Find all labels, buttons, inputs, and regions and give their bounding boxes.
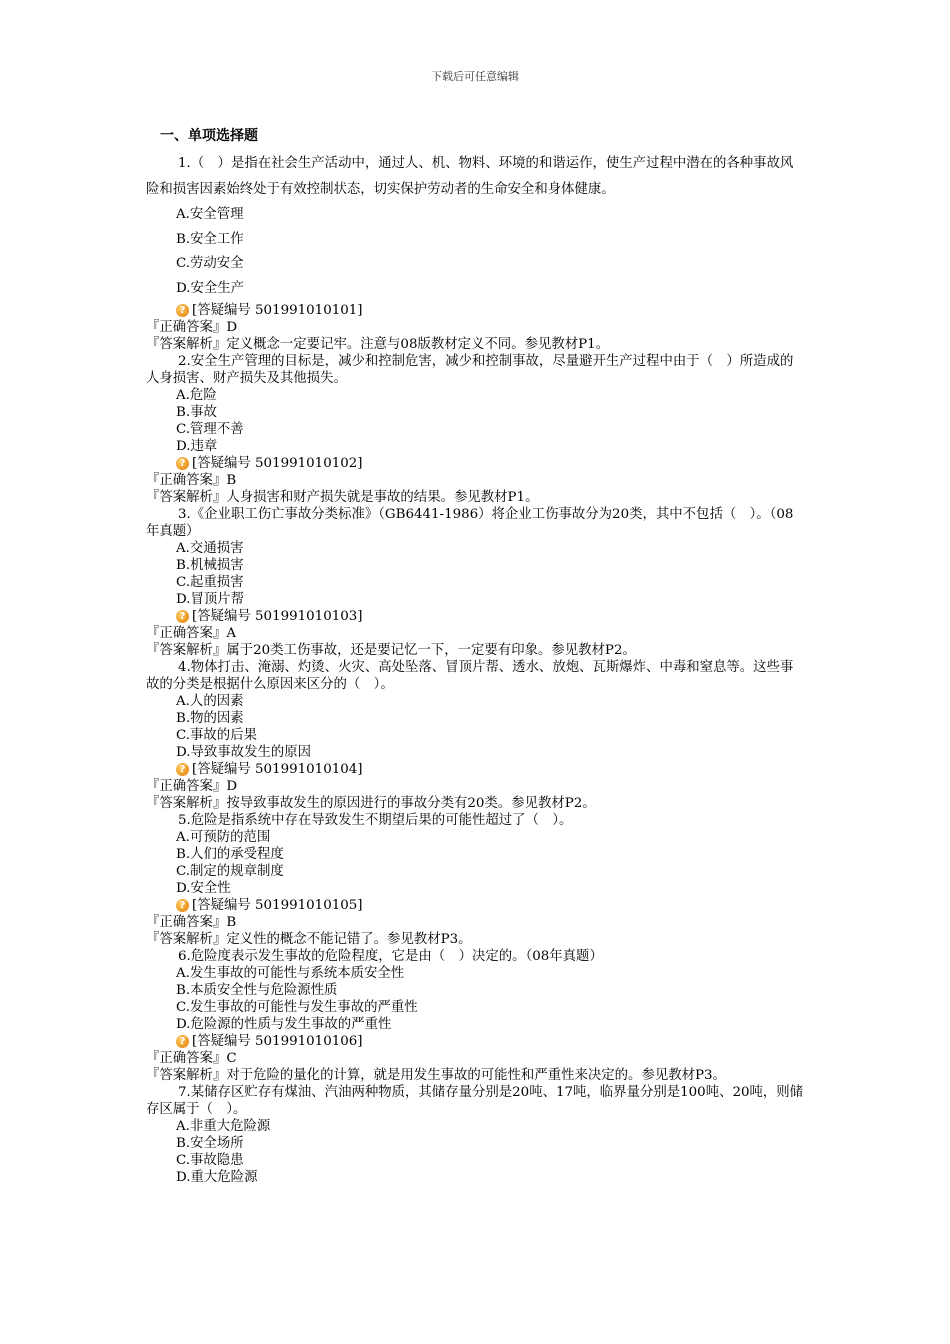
option-b: B.机械损害 xyxy=(176,558,244,573)
option-c: C.劳动安全 xyxy=(176,256,244,271)
answer-analysis xyxy=(146,642,806,659)
page-header: 下载后可任意编辑 xyxy=(431,70,519,83)
option-c: C.发生事故的可能性与发生事故的严重性 xyxy=(176,1000,418,1015)
analysis-label: 『答案解析』 xyxy=(146,643,227,658)
correct-answer xyxy=(146,1050,806,1067)
option-d: D.导致事故发生的原因 xyxy=(176,745,312,760)
question-mark-icon: ? xyxy=(176,763,189,776)
analysis-text: 对于危险的量化的计算，就是用发生事故的可能性和严重性来决定的。参见教材P3。 xyxy=(226,1068,726,1083)
analysis-text: 定义概念一定要记牢。注意与08版教材定义不同。参见教材P1。 xyxy=(226,337,610,352)
correct-answer xyxy=(146,319,806,336)
question-stem: 7.某储存区贮存有煤油、汽油两种物质，其储存量分别是20吨、17吨，临界量分别是100吨、20吨，则储存区属于（ ）。 xyxy=(146,1085,804,1117)
answer-analysis xyxy=(146,1067,806,1084)
answer-value: B xyxy=(226,473,237,488)
answer-value: A xyxy=(226,626,237,641)
question-7 xyxy=(146,1084,806,1186)
analysis-text: 定义性的概念不能记错了。参见教材P3。 xyxy=(226,932,472,947)
answer-label: 『正确答案』 xyxy=(146,473,227,488)
correct-answer xyxy=(146,778,806,795)
question-2 xyxy=(146,353,806,506)
option-d: D.安全性 xyxy=(176,881,231,896)
question-mark-icon: ? xyxy=(176,1035,189,1048)
content xyxy=(146,125,806,1186)
option-b: B.物的因素 xyxy=(176,711,244,726)
qa-link[interactable] xyxy=(176,761,806,778)
question-6 xyxy=(146,948,806,1084)
option-a: A.交通损害 xyxy=(176,541,244,556)
option-a: A.非重大危险源 xyxy=(176,1119,271,1134)
qa-id: [答疑编号 501991010103] xyxy=(192,609,363,624)
correct-answer xyxy=(146,914,806,931)
qa-id: [答疑编号 501991010102] xyxy=(192,456,363,471)
qa-link[interactable] xyxy=(176,455,806,472)
section-title: 一、单项选择题 xyxy=(160,128,258,144)
option-b: B.本质安全性与危险源性质 xyxy=(176,983,338,998)
analysis-text: 属于20类工伤事故，还是要记忆一下，一定要有印象。参见教材P2。 xyxy=(226,643,636,658)
question-stem: 2.安全生产管理的目标是，减少和控制危害，减少和控制事故，尽量避开生产过程中由于（ ）所造成的人身损害、财产损失及其他损失。 xyxy=(146,354,794,386)
analysis-label: 『答案解析』 xyxy=(146,932,227,947)
analysis-label: 『答案解析』 xyxy=(146,490,227,505)
question-stem: 5.危险是指系统中存在导致发生不期望后果的可能性超过了（ ）。 xyxy=(178,813,573,828)
option-d: D.危险源的性质与发生事故的严重性 xyxy=(176,1017,392,1032)
answer-analysis xyxy=(146,931,806,948)
qa-id: [答疑编号 501991010105] xyxy=(192,898,363,913)
question-stem: 4.物体打击、淹溺、灼烫、火灾、高处坠落、冒顶片帮、透水、放炮、瓦斯爆炸、中毒和窒息等。这些事故的分类是根据什么原因来区分的（ ）。 xyxy=(146,660,794,692)
option-c: C.制定的规章制度 xyxy=(176,864,284,879)
answer-label: 『正确答案』 xyxy=(146,1051,227,1066)
option-b: B.事故 xyxy=(176,405,217,420)
option-d: D.冒顶片帮 xyxy=(176,592,245,607)
option-b: B.安全场所 xyxy=(176,1136,244,1151)
correct-answer xyxy=(146,472,806,489)
question-stem: 6.危险度表示发生事故的危险程度，它是由（ ）决定的。（08年真题） xyxy=(178,949,603,964)
question-stem: 3.《企业职工伤亡事故分类标准》（GB6441-1986）将企业工伤事故分为20类，其中不包括（ ）。（08年真题） xyxy=(146,507,794,539)
option-d: D.重大危险源 xyxy=(176,1170,258,1185)
question-mark-icon: ? xyxy=(176,457,189,470)
option-c: C.事故的后果 xyxy=(176,728,257,743)
qa-id: [答疑编号 501991010104] xyxy=(192,762,363,777)
qa-link[interactable] xyxy=(176,608,806,625)
qa-link[interactable] xyxy=(176,302,806,319)
qa-id: [答疑编号 501991010106] xyxy=(192,1034,363,1049)
answer-label: 『正确答案』 xyxy=(146,320,227,335)
question-3 xyxy=(146,506,806,659)
question-1 xyxy=(146,151,806,353)
option-d: D.违章 xyxy=(176,439,218,454)
analysis-label: 『答案解析』 xyxy=(146,796,227,811)
answer-analysis xyxy=(146,336,806,353)
qa-link[interactable] xyxy=(176,1033,806,1050)
option-d: D.安全生产 xyxy=(176,280,245,296)
option-c: C.事故隐患 xyxy=(176,1153,244,1168)
question-mark-icon: ? xyxy=(176,304,189,317)
question-stem: 1.（ ）是指在社会生产活动中，通过人、机、物料、环境的和谐运作，使生产过程中潜在的各种事故风险和损害因素始终处于有效控制状态，切实保护劳动者的生命安全和身体健康。 xyxy=(146,156,794,197)
option-b: B.安全工作 xyxy=(176,231,244,247)
option-a: A.安全管理 xyxy=(176,207,244,222)
analysis-text: 按导致事故发生的原因进行的事故分类有20类。参见教材P2。 xyxy=(226,796,596,811)
option-a: A.发生事故的可能性与系统本质安全性 xyxy=(176,966,405,981)
answer-analysis xyxy=(146,795,806,812)
answer-analysis xyxy=(146,489,806,506)
question-mark-icon: ? xyxy=(176,610,189,623)
question-5 xyxy=(146,812,806,948)
option-c: C.管理不善 xyxy=(176,422,244,437)
correct-answer xyxy=(146,625,806,642)
analysis-label: 『答案解析』 xyxy=(146,1068,227,1083)
question-mark-icon: ? xyxy=(176,899,189,912)
analysis-text: 人身损害和财产损失就是事故的结果。参见教材P1。 xyxy=(226,490,539,505)
question-4 xyxy=(146,659,806,812)
option-a: A.人的因素 xyxy=(176,694,244,709)
option-a: A.危险 xyxy=(176,388,217,403)
option-b: B.人们的承受程度 xyxy=(176,847,284,862)
qa-id: [答疑编号 501991010101] xyxy=(192,303,363,318)
option-a: A.可预防的范围 xyxy=(176,830,271,845)
analysis-label: 『答案解析』 xyxy=(146,337,227,352)
answer-value: D xyxy=(226,320,238,335)
answer-value: D xyxy=(226,779,238,794)
answer-label: 『正确答案』 xyxy=(146,779,227,794)
answer-value: C xyxy=(226,1051,237,1066)
answer-label: 『正确答案』 xyxy=(146,626,227,641)
answer-label: 『正确答案』 xyxy=(146,915,227,930)
qa-link[interactable] xyxy=(176,897,806,914)
answer-value: B xyxy=(226,915,237,930)
option-c: C.起重损害 xyxy=(176,575,244,590)
